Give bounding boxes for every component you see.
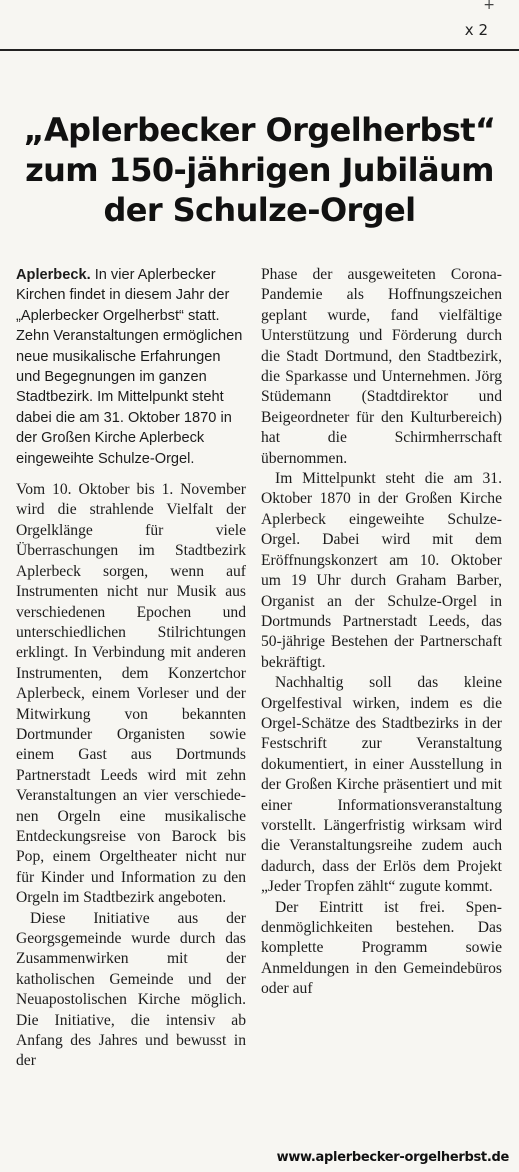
- article-column-right: [261, 265, 502, 1155]
- plus-mark: +: [483, 0, 495, 13]
- body-paragraph: Phase der ausgeweiteten Corona-Pandemie als Hoffnungszeichen geplant wurde, fand vielfältige Unterstützung und Förderung durch die Stadt Dortmund, den Stadtbezirk, die Sparkasse und Unternehmen. Jörg Stüdemann (Stadtdirektor und Beigeordneter für den Kulturbereich) hat die Schirmherrschaft übernommen.: [261, 266, 502, 467]
- article-column-left: [16, 265, 246, 1155]
- body-paragraph: Im Mittelpunkt steht die am 31. Oktober 1870 in der Großen Kirche Aplerbeck eingeweihte Schulze-Orgel. Dabei wird mit dem Eröffnungskonzert am 10. Oktober um 19 Uhr durch Graham Barber, Organist an der Schulze-Orgel in Dortmunds Partnerstadt Leeds, das 50-jährige Bestehen der Partnerschaft bekräftigt.: [261, 470, 502, 671]
- headline-line-3: der Schulze-Orgel: [103, 191, 416, 229]
- top-rule: [0, 49, 519, 51]
- dateline: Aplerbeck.: [16, 267, 91, 283]
- lead-text: In vier Aplerbecker Kirchen findet in diesem Jahr der „Aplerbecker Orgelherbst“ statt. Zehn Veranstaltungen ermöglichen neue musikalische Erfahrungen und Begegnungen im ganzen Stadtbezirk. Im Mittelpunkt steht dabei die am 31. Oktober 1870 in der Großen Kirche Aplerbeck eingeweihte Schulze-Orgel.: [16, 267, 243, 467]
- body-paragraph: Diese Initiative aus der Georgsgemeinde wurde durch das Zusammenwirken mit der katholischen Gemeinde und der Neuapostolischen Kirche möglich. Die Initiative, die intensiv ab Anfang des Jahres und bewusst in der: [16, 909, 246, 1070]
- body-paragraph: Nachhaltig soll das kleine Orgelfestival wirken, indem es die Orgel-Schätze des Stadtbezirks in der Festschrift zur Veranstaltung dokumentiert, in einer Ausstellung in der Großen Kirche präsentiert und mit einer Informationsveranstaltung vorstellt. Längerfristig wirksam wird die Veranstaltungsreihe zudem auch dadurch, dass der Erlös dem Projekt „Jeder Tropfen zählt“ zugute kommt.: [261, 674, 502, 896]
- multiplier-label: x 2: [464, 21, 488, 39]
- headline-line-1: „Aplerbecker Orgelherbst“: [23, 111, 496, 149]
- website-link[interactable]: www.aplerbecker-orgelherbst.de: [276, 1150, 509, 1165]
- article-headline: [0, 110, 519, 230]
- lead-paragraph: [16, 265, 246, 469]
- body-paragraph: Vom 10. Oktober bis 1. November wird die strahlende Vielfalt der Orgelklänge für viele Überraschungen im Stadtbezirk Aplerbeck sorgen, wenn auf Instrumenten nicht nur Musik aus verschiedenen Epochen und unterschiedlichen Stilrichtungen erklingt. In Verbindung mit anderen Instrumenten, dem Konzertchor Aplerbeck, einem Vorleser und der Mitwirkung von bekannten Dortmunder Organisten sowie einem Gast aus Dortmunds Partnerstadt Leeds wird mit zehn Veranstaltungen an vier verschiedenen Orgeln eine musikalische Entdeckungsreise von Barock bis Pop, einem Orgeltheater nicht nur für Kinder und Information zu den Orgeln im Stadtbezirk angeboten.: [16, 481, 246, 907]
- headline-line-2: zum 150-jährigen Jubiläum: [25, 151, 494, 189]
- body-paragraph: Der Eintritt ist frei. Spendenmöglichkeiten bestehen. Das komplette Programm sowie Anmeldungen in den Gemeindebüros oder auf: [261, 898, 502, 998]
